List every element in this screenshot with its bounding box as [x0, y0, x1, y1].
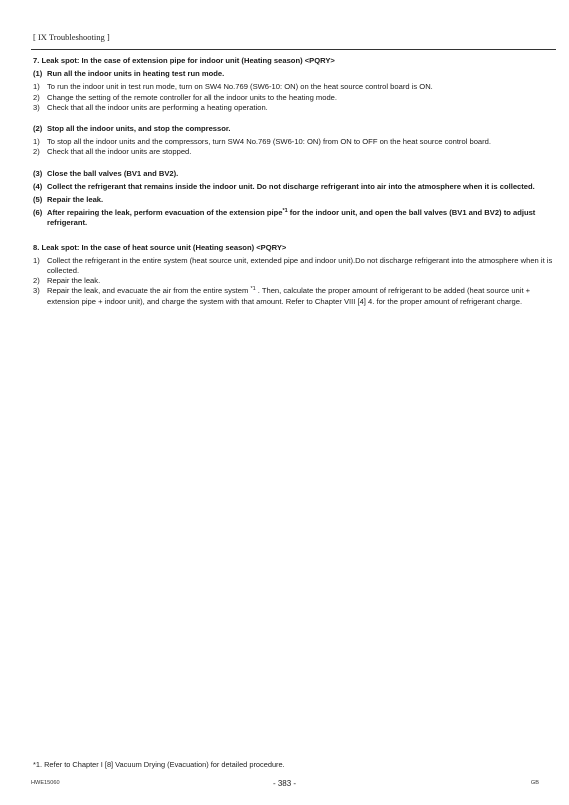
subsection-text-part: After repairing the leak, perform evacuation of the extension pipe: [47, 208, 283, 218]
item-text: Change the setting of the remote controller for all the indoor units to the heating mode.: [47, 92, 338, 102]
subsection-number: (2): [33, 124, 43, 134]
subsection-text: Stop all the indoor units, and stop the compressor.: [47, 124, 231, 134]
list-item: [33, 286, 554, 306]
list-item: [33, 137, 554, 147]
item-number: 3): [33, 286, 40, 296]
item-number: 2): [33, 147, 40, 157]
list-item: [33, 256, 554, 276]
subsection-text: [47, 208, 554, 228]
section-7-title: 7. Leak spot: In the case of extension pipe for indoor unit (Heating season) <PQRY>: [33, 56, 335, 65]
item-text: Check that all the indoor units are performing a heating operation.: [47, 102, 268, 112]
subsection-text: Repair the leak.: [47, 195, 104, 205]
page-content: [33, 56, 554, 307]
subsection-text: Close the ball valves (BV1 and BV2).: [47, 168, 179, 178]
item-text: To stop all the indoor units and the compressors, turn SW4 No.769 (SW6-10: ON) from ON to OFF on the heat source control board.: [47, 137, 492, 147]
subsection-2-title: [33, 124, 554, 134]
list-item: [33, 276, 554, 286]
subsection-5-title: [33, 195, 554, 205]
item-number: 1): [33, 255, 40, 265]
subsection-4-title: [33, 182, 554, 192]
footnote: *1. Refer to Chapter I [8] Vacuum Drying (Evacuation) for detailed procedure.: [33, 760, 285, 769]
item-text: Collect the refrigerant in the entire system (heat source unit, extended pipe and indoor unit).Do not discharge refrigerant into the atmosphere when it is collected.: [47, 255, 553, 276]
subsection-text: Collect the refrigerant that remains inside the indoor unit. Do not discharge refrigerant into air into the atmosphere when it is collected.: [47, 181, 535, 191]
subsection-number: (5): [33, 195, 43, 205]
footnote-ref: *1: [250, 286, 256, 293]
item-number: 2): [33, 276, 40, 286]
item-text-part: Repair the leak, and evacuate the air from the entire system: [47, 286, 251, 296]
subsection-number: (1): [33, 69, 43, 79]
footnote-ref: *1: [282, 208, 288, 215]
subsection-text-part: for the indoor unit, and open the ball valves (BV1 and BV2) to adjust refrigerant.: [47, 208, 536, 228]
list-item: [33, 93, 554, 103]
item-number: 1): [33, 137, 40, 147]
item-text: Repair the leak.: [47, 276, 101, 286]
item-text: To run the indoor unit in test run mode, turn on SW4 No.769 (SW6-10: ON) on the heat source control board is ON.: [47, 82, 433, 92]
item-text: [47, 286, 554, 306]
item-text: Check that all the indoor units are stopped.: [47, 147, 192, 157]
section-8-title: 8. Leak spot: In the case of heat source unit (Heating season) <PQRY>: [33, 242, 287, 252]
item-text-part: . Then, calculate the proper amount of refrigerant to be added (heat source unit + extension pipe + indoor unit), and charge the system with that amount. Refer to Chapter VIII [4] 4. for the proper amount of refrigerant charge.: [47, 286, 531, 306]
item-number: 2): [33, 92, 40, 102]
subsection-text: Run all the indoor units in heating test run mode.: [47, 69, 225, 79]
list-item: [33, 82, 554, 92]
subsection-number: (4): [33, 181, 43, 191]
subsection-1-title: [33, 69, 554, 79]
page-number: - 383 -: [272, 779, 297, 788]
subsection-number: (6): [33, 208, 43, 218]
list-item: [33, 147, 554, 157]
subsection-6-title: [33, 208, 554, 228]
list-item: [33, 103, 554, 113]
header-rule: [31, 49, 556, 50]
item-number: 1): [33, 82, 40, 92]
subsection-number: (3): [33, 168, 43, 178]
document-code: HWE15060: [31, 780, 60, 786]
item-number: 3): [33, 102, 40, 112]
subsection-3-title: [33, 169, 554, 179]
language-code: GB: [530, 780, 539, 786]
chapter-header: [ IX Troubleshooting ]: [33, 32, 110, 42]
